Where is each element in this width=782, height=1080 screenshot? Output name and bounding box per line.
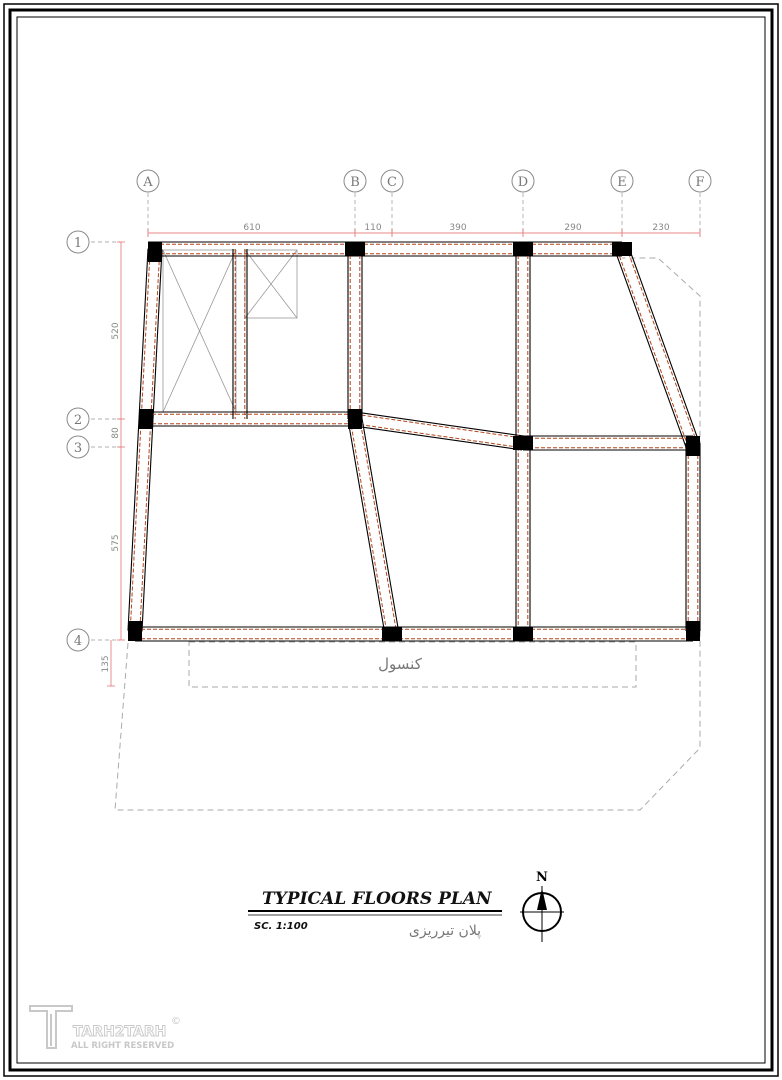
column-d4: [513, 627, 533, 641]
dim-a-b: 610: [243, 223, 261, 233]
beam-row-1-a-e: [148, 242, 622, 256]
beam-stair-side: [233, 249, 247, 419]
columns: [128, 242, 700, 641]
grid-label-3: 3: [73, 441, 83, 456]
drawing-title: TYPICAL FLOORS PLAN: [262, 889, 492, 909]
column-f4: [686, 621, 700, 641]
grid-bubbles-columns: [137, 170, 711, 192]
dim-2-3: 80: [111, 427, 121, 439]
column-a2: [139, 409, 153, 429]
beam-col-a-2-4: [128, 419, 153, 632]
grid-axis-lines: [91, 193, 700, 640]
grid-label-c: C: [387, 175, 397, 190]
logo-t-mark-icon: [30, 1006, 72, 1048]
logo-name: TARH2TARH: [73, 1024, 167, 1040]
column-d3: [513, 436, 533, 450]
column-e1: [612, 242, 632, 256]
grid-label-4: 4: [73, 634, 83, 649]
dim-1-2: 520: [111, 322, 121, 340]
dim-b-c: 110: [364, 223, 382, 233]
dim-d-e: 290: [564, 223, 582, 233]
beam-row-3-d-f: [523, 436, 693, 450]
dim-e-f: 230: [652, 223, 670, 233]
grid-label-a: A: [143, 175, 153, 190]
beam-row-2-b-d: [354, 412, 524, 450]
dim-c-d: 390: [449, 223, 467, 233]
dimension-lines: [107, 229, 700, 686]
beam-row-2-a-b: [146, 412, 355, 426]
dim-3-4: 575: [111, 534, 121, 552]
drawing-scale: SC. 1:100: [254, 921, 308, 932]
grid-label-d: D: [517, 175, 529, 190]
grid-bubbles-rows: [67, 231, 89, 651]
column-f3: [686, 436, 700, 456]
north-arrow-icon: [520, 886, 564, 942]
company-logo: [30, 1006, 181, 1051]
beam-col-b-1-2: [348, 249, 362, 419]
grid-label-e: E: [617, 175, 627, 190]
drawing-persian-title: پلان تیرریزی: [408, 923, 482, 939]
console-label: کنسول: [378, 655, 422, 673]
beam-col-a-1-2: [139, 249, 162, 420]
north-label: N: [536, 870, 548, 885]
column-a1: [148, 242, 162, 262]
beam-row-4-a-f: [135, 627, 693, 641]
grid-label-f: F: [695, 175, 705, 190]
column-d1: [513, 242, 533, 256]
logo-copyright-symbol: ©: [171, 1016, 181, 1027]
column-b1: [345, 242, 365, 256]
site-boundary: [115, 258, 700, 810]
beam-row-1-e-f: [615, 247, 699, 449]
elevator-shaft-void: [245, 250, 297, 318]
beam-col-f-3-4: [686, 443, 700, 631]
dim-console: 135: [101, 655, 111, 673]
beam-layout: [128, 242, 700, 641]
logo-tagline: ALL RIGHT RESERVED: [71, 1041, 175, 1051]
column-b2: [348, 409, 362, 429]
beam-col-b-4: [348, 418, 399, 635]
column-c4: [382, 627, 402, 641]
stair-void: [163, 250, 236, 412]
grid-label-2: 2: [73, 413, 83, 428]
grid-label-1: 1: [73, 236, 83, 251]
column-a4: [128, 621, 142, 641]
grid-label-b: B: [350, 175, 360, 190]
